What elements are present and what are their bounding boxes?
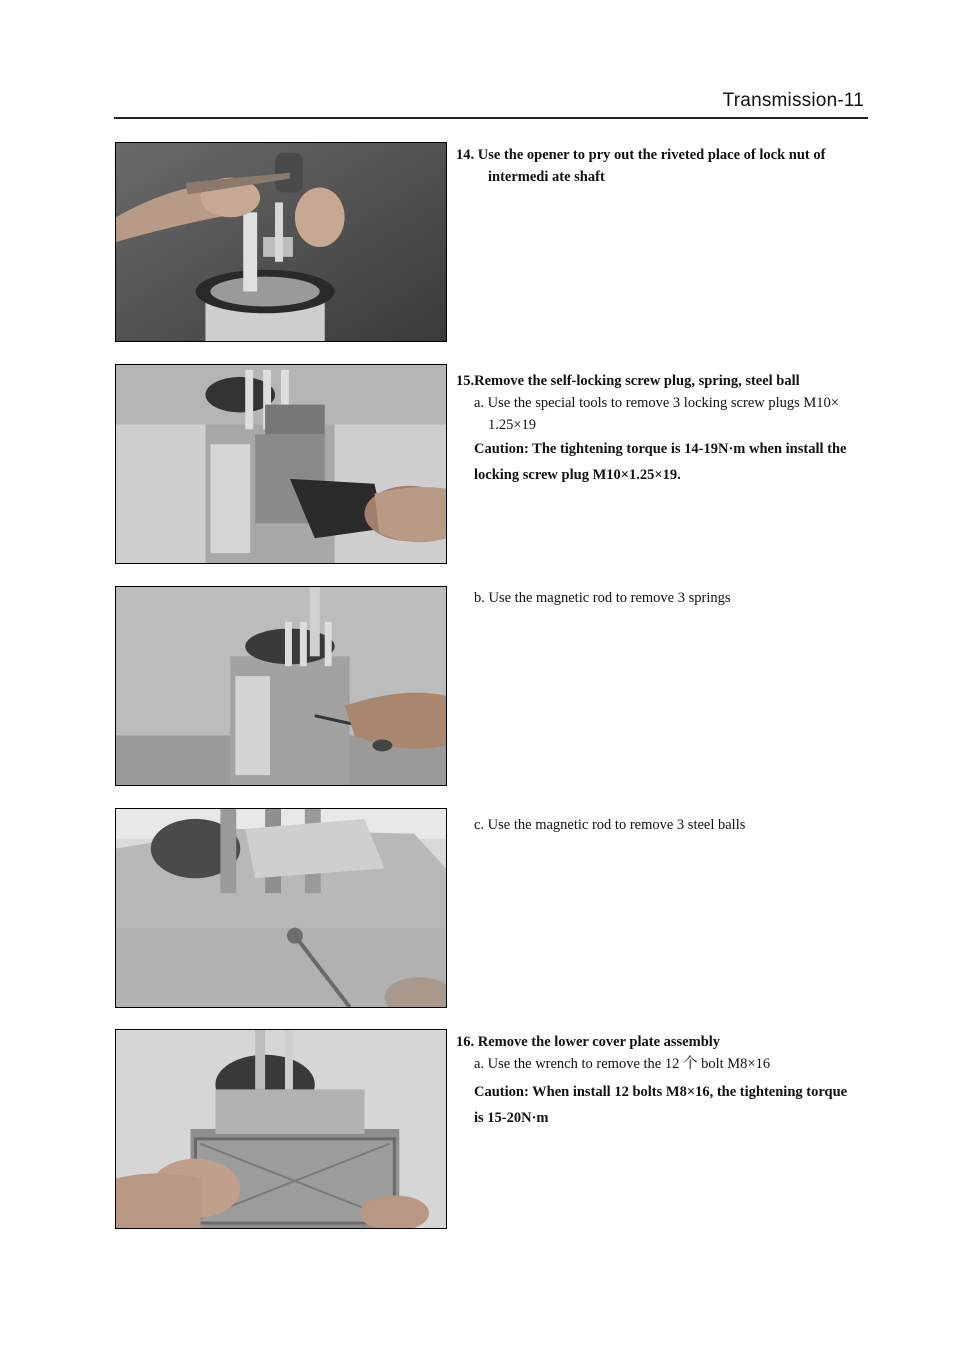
- step-15a-line1: a. Use the special tools to remove 3 locking screw plugs M10×: [474, 395, 839, 411]
- step-15-caution-line1: Caution: The tightening torque is 14-19N·m when install the: [474, 441, 847, 457]
- step-16a-text: a. Use the wrench to remove the 12 个 bolt M8×16: [474, 1056, 771, 1072]
- lower-cover-removal-photo: [115, 1029, 447, 1229]
- steel-ball-removal-photo: [115, 808, 447, 1008]
- spring-removal-photo: [115, 586, 447, 786]
- screw-plug-removal-photo: [115, 364, 447, 564]
- step-14-line1: 14. Use the opener to pry out the riveted place of lock nut of: [456, 147, 826, 163]
- step-15-caution-line2: locking screw plug M10×1.25×19.: [474, 467, 681, 483]
- header-divider: [114, 117, 868, 119]
- step-15c-text: c. Use the magnetic rod to remove 3 steel balls: [474, 817, 746, 833]
- step-15b-text: b. Use the magnetic rod to remove 3 springs: [474, 590, 731, 606]
- step-15-text: [456, 370, 846, 486]
- step-15-title: 15.Remove the self-locking screw plug, spring, steel ball: [456, 373, 800, 389]
- step-16-caution-line1: Caution: When install 12 bolts M8×16, the tightening torque: [474, 1084, 848, 1100]
- step-14-line2: intermedi ate shaft: [488, 169, 605, 185]
- page-header-title: Transmission-11: [722, 90, 864, 111]
- step-15a-line2: 1.25×19: [488, 417, 537, 433]
- step-14-text: [456, 144, 825, 188]
- step-16-text: [456, 1031, 847, 1129]
- hammer-opener-photo: [115, 142, 447, 342]
- step-16-caution-line2: is 15-20N·m: [474, 1110, 549, 1126]
- step-16-title: 16. Remove the lower cover plate assembly: [456, 1034, 721, 1050]
